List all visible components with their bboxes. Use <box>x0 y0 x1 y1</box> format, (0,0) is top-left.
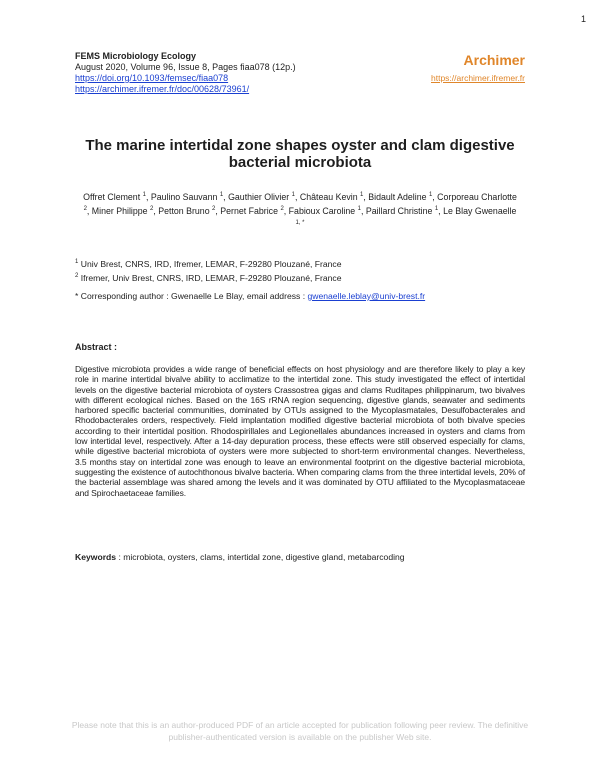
affiliations <box>75 256 342 284</box>
author-name: Le Blay Gwenaelle $^{1, *}$ <box>295 205 517 226</box>
footer-line-1: Please note that this is an author-produced PDF of an article accepted for publication following peer review. The definitive <box>71 720 529 730</box>
journal-name: FEMS Microbiology Ecology <box>75 51 197 61</box>
author-name: Paulino Sauvann $^1$ <box>150 191 224 202</box>
author-name: Petton Bruno $^2$ <box>158 205 216 216</box>
archive-link[interactable]: https://archimer.ifremer.fr/doc/00628/73961/ <box>75 84 250 94</box>
archimer-logo <box>431 52 525 86</box>
keywords-label: Keywords <box>75 552 117 562</box>
author-name: Pernet Fabrice $^2$ <box>220 205 284 216</box>
author-name: Gauthier Olivier $^1$ <box>228 191 295 202</box>
page-number: 1 <box>580 14 586 24</box>
author-name: Bidault Adeline $^1$ <box>368 191 433 202</box>
abstract-heading: Abstract : <box>75 342 118 352</box>
keywords-text: : microbiota, oysters, clams, intertidal zone, digestive gland, metabarcoding <box>116 552 405 562</box>
author-name: Miner Philippe $^2$ <box>91 205 154 216</box>
issue-info: August 2020, Volume 96, Issue 8, Pages fiaa078 (12p.) <box>75 62 296 72</box>
citation-header <box>75 51 296 95</box>
author-name: Offret Clement $^1$ <box>83 191 146 202</box>
author-name: Paillard Christine $^1$ <box>365 205 439 216</box>
brand-url-link[interactable]: https://archimer.ifremer.fr <box>431 73 525 83</box>
author-name: Corporeau Charlotte $^2$ <box>83 191 517 212</box>
brand-name: Archimer <box>463 52 525 68</box>
doi-link[interactable]: https://doi.org/10.1093/femsec/fiaa078 <box>75 73 229 83</box>
author-name: Château Kevin $^1$ <box>299 191 364 202</box>
abstract-text: Digestive microbiota provides a wide range of beneficial effects on host physiology and are therefore likely to play a key role in marine intertidal bivalve ability to acclimatize to the intertidal zone. This study investigated the effect of intertidal levels on the digestive bacterial microbiota of oysters Crassostrea gigas and clams Ruditapes philippinarum, two bivalves with different ecological niches. Based on the 16S rRNA region sequencing, digestive glands, seawater and sediments harbored specific bacterial communities, dominated by OTUs assigned to the Mycoplasmatales, Desulfobacterales and Rhodobacterales orders, respectively. Field implantation modified digestive bacterial microbiota of both bivalve species according to their intertidal position. Rhodospirillales and Legionellales abundances increased in oysters and clams from low intertidal level, respectively. After a 14-day depuration process, these effects were still observed especially for clams, while digestive bacterial microbiota of oysters were more subjected to short-term environmental changes. Nevertheless, 3.5 months stay on intertidal zone was enough to leave an environmental footprint on the digestive bacterial microbiota, suggesting the existence of autochthonous bivalve bacteria. When comparing clams from the three intertidal levels, 20% of the bacterial assemblage was shared among the levels and it was dominated by OTU affiliated to the Mycoplasmataceae and Spirochaetaceae families. <box>75 364 525 498</box>
author-name: Fabioux Caroline $^1$ <box>288 205 361 216</box>
author-list: Offret Clement $^1$, Paulino Sauvann $^1$, Gauthier Olivier $^1$, Château Kevin $^1$, Bidault Adeline $^1$, Corporeau Charlotte $^2$, Miner Philippe $^2$, Petton Bruno $^2$, Pernet Fabrice $^2$, Fabioux Caroline $^1$, Paillard Christine $^1$, Le Blay Gwenaelle $^{1, *}$ <box>80 189 520 231</box>
email-link[interactable]: gwenaelle.leblay@univ-brest.fr <box>307 291 426 301</box>
affiliation-2: $^2$ Ifremer, Univ Brest, CNRS, IRD, LEMAR, F-29280 Plouzané, France <box>75 272 342 283</box>
keywords <box>75 552 535 563</box>
article-title: The marine intertidal zone shapes oyster and clam digestive bacterial microbiota <box>85 137 515 171</box>
footer-line-2: publisher-authenticated version is available on the publisher Web site. <box>168 732 432 742</box>
affiliation-1: $^1$ Univ Brest, CNRS, IRD, Ifremer, LEMAR, F-29280 Plouzané, France <box>75 258 342 269</box>
footer-note <box>40 719 560 743</box>
corresponding-author <box>75 290 425 302</box>
corresponding-label: * Corresponding author : Gwenaelle Le Blay, email address : <box>75 291 306 301</box>
